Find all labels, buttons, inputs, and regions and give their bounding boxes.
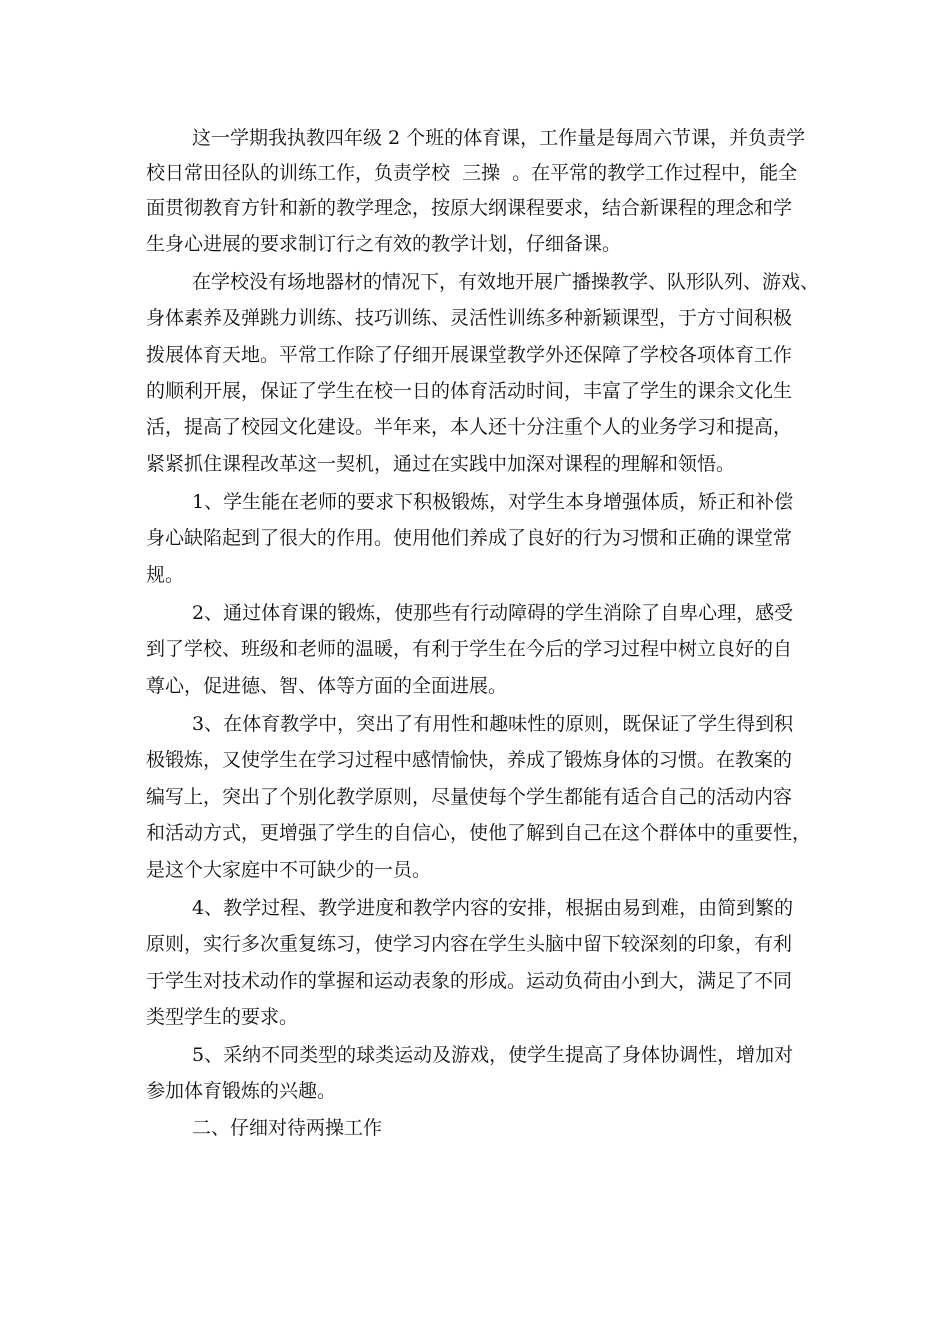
- text-line: 身心缺陷起到了很大的作用。使用他们养成了良好的行为习惯和正确的课堂常: [146, 527, 793, 549]
- text-line: 的顺利开展，保证了学生在校一日的体育活动时间，丰富了学生的课余文化生: [146, 380, 793, 402]
- text-line: 极锻炼，又使学生在学习过程中感情愉快，养成了锻炼身体的习惯。在教案的: [146, 749, 793, 771]
- text-line: 生身心进展的要求制订行之有效的教学计划，仔细备课。: [146, 233, 622, 255]
- text-line: 规。: [146, 564, 185, 586]
- text-line: 2、通过体育课的锻炼，使那些有行动障碍的学生消除了自卑心理，感受: [192, 602, 794, 624]
- text-line: 在学校没有场地器材的情况下，有效地开展广播操教学、队形队列、游戏、: [192, 271, 820, 293]
- text-line: 活，提高了校园文化建设。半年来，本人还十分注重个人的业务学习和提高，: [146, 416, 793, 438]
- text-line: 类型学生的要求。: [146, 1006, 299, 1028]
- text-line: 参加体育锻炼的兴趣。: [146, 1080, 337, 1102]
- text-line: 到了学校、班级和老师的温暖，有利于学生在今后的学习过程中树立良好的自: [146, 638, 793, 660]
- text-line: 是这个大家庭中不可缺少的一员。: [146, 859, 432, 881]
- text-line: 编写上，突出了个别化教学原则，尽量使每个学生都能有适合自己的活动内容: [146, 786, 793, 808]
- text-line: 原则，实行多次重复练习，使学习内容在学生头脑中留下较深刻的印象，有利: [146, 933, 793, 955]
- text-line: 1、学生能在老师的要求下积极锻炼，对学生本身增强体质，矫正和补偿: [192, 491, 794, 513]
- section-heading: 二、仔细对待两操工作: [192, 1117, 383, 1139]
- text-line: 身体素养及弹跳力训练、技巧训练、灵活性训练多种新颖课型，于方寸间积极: [146, 307, 793, 329]
- text-line: 4、教学过程、教学进度和教学内容的安排，根据由易到难，由简到繁的: [192, 897, 794, 919]
- text-line: 这一学期我执教四年级 2 个班的体育课，工作量是每周六节课，并负责学: [192, 127, 806, 149]
- text-line: 拨展体育天地。平常工作除了仔细开展课堂教学外还保障了学校各项体育工作: [146, 344, 793, 366]
- text-line: 校日常田径队的训练工作，负责学校 三操 。在平常的教学工作过程中，能全: [146, 162, 798, 184]
- text-line: 紧紧抓住课程改革这一契机，通过在实践中加深对课程的理解和领悟。: [146, 453, 736, 475]
- text-line: 5、采纳不同类型的球类运动及游戏，使学生提高了身体协调性，增加对: [192, 1044, 794, 1066]
- text-line: 和活动方式，更增强了学生的自信心，使他了解到自己在这个群体中的重要性，: [146, 822, 812, 844]
- text-line: 面贯彻教育方针和新的教学理念，按原大纲课程要求，结合新课程的理念和学: [146, 197, 793, 219]
- text-line: 于学生对技术动作的掌握和运动表象的形成。运动负荷由小到大，满足了不同: [146, 970, 793, 992]
- text-line: 3、在体育教学中，突出了有用性和趣味性的原则，既保证了学生得到积: [192, 713, 794, 735]
- text-line: 尊心，促进德、智、体等方面的全面进展。: [146, 675, 508, 697]
